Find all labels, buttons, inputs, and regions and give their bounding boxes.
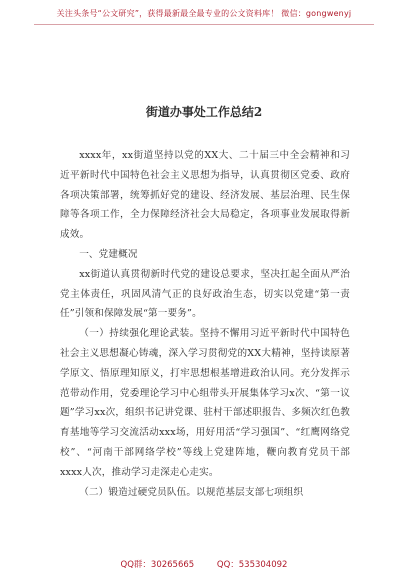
- paragraph-team: （二）锻造过硬党员队伍。以规范基层支部七项组织: [79, 486, 304, 498]
- paragraph-intro: xxxx年，xx街道坚持以党的XX大、二十届三中全会精神和习近平新时代中国特色社会主义思想为指导，认真贯彻区党委、政府各项决策部署，统筹抓好党的建设、经济发展、基层治理、民生保障等各项工作，全力保障经济社会大局稳定，各项事业发展取得新成效。: [60, 150, 350, 241]
- document-title: 街道办事处工作总结2: [145, 105, 263, 119]
- qq-number: QQ：535304092: [216, 560, 288, 570]
- contact-footer: [0, 558, 408, 570]
- section-heading-party-overview: 一、党建概况: [79, 248, 138, 260]
- qq-group: QQ群：30265665: [120, 560, 195, 570]
- promo-banner: 关注头条号“公文研究”，获得最新最全最专业的公文资料库！ 微信：gongwenyj: [56, 9, 352, 18]
- paragraph-party-summary: xx街道认真贯彻新时代党的建设总要求，坚决扛起全面从严治党主体责任，巩固风清气正的良好政治生态，切实以党建“第一责任”引领和保障发展“第一要务”。: [60, 268, 350, 320]
- document-body: [60, 146, 350, 502]
- paragraph-theory: （一）持续强化理论武装。坚持不懈用习近平新时代中国特色社会主义思想凝心铸魂，深入学习贯彻党的XX大精神，坚持读原著学原文、悟原理知原义，打牢思想根基增进政治认同。充分发挥示范带动作用，党委理论学习中心组带头开展集体学习x次、“第一议题”学习xx次，组织书记讲党课、驻村干部述职报告、多频次红色教育基地等学习交流活动xxx场，用好用活“学习强国”、“红鹰网络党校”、“河南干部网络学校”等线上党建阵地，鞭向教育党员干部xxxx人次，推动学习走深走心走实。: [60, 328, 350, 478]
- header-divider: [34, 24, 374, 25]
